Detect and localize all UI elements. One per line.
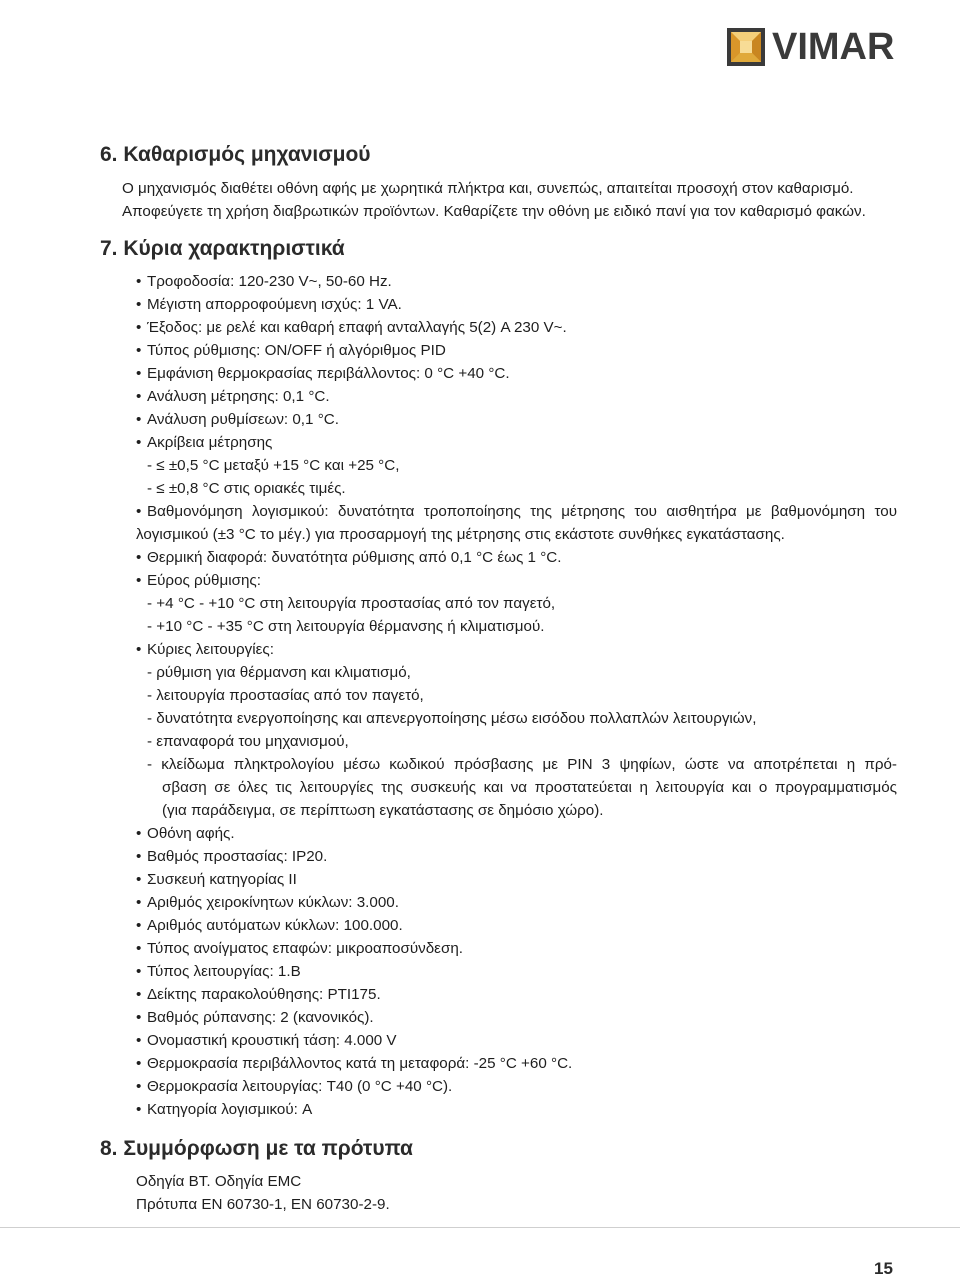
spec-calibration: • Βαθμονόμηση λογισμικού: δυνατότητα τροποποίησης της μέτρησης του αισθητήρα με βαθμονόμηση του (136, 502, 897, 522)
vimar-logo-icon (727, 28, 765, 66)
spec-setting-range: • Εύρος ρύθμισης: (136, 571, 261, 591)
spec-accuracy-sub: - ≤ ±0,8 °C στις οριακές τιμές. (147, 480, 346, 497)
spec-contact-opening: • Τύπος ανοίγματος επαφών: μικροαποσύνδεση. (136, 939, 463, 959)
section-8-title: 8. Συμμόρφωση με τα πρότυπα (100, 1137, 413, 1160)
spec-power-supply: • Τροφοδοσία: 120-230 V~, 50-60 Hz. (136, 272, 392, 292)
spec-tracking-index: • Δείκτης παρακολούθησης: PTI175. (136, 985, 381, 1005)
section-7-title: 7. Κύρια χαρακτηριστικά (100, 237, 345, 260)
spec-auto-cycles: • Αριθμός αυτόματων κύκλων: 100.000. (136, 916, 403, 936)
spec-main-functions: • Κύριες λειτουργίες: (136, 640, 274, 660)
spec-device-class: • Συσκευή κατηγορίας ΙΙ (136, 870, 297, 890)
spec-accuracy: • Ακρίβεια μέτρησης (136, 433, 272, 453)
spec-function-item-cont: σβαση σε όλες τις λειτουργίες της συσκευής και να προστατεύεται η λειτουργία και ο προγραμματισμός (162, 779, 897, 796)
spec-output: • Έξοδος: με ρελέ και καθαρή επαφή ανταλλαγής 5(2) A 230 V~. (136, 318, 567, 338)
section-6-title: 6. Καθαρισμός μηχανισμού (100, 143, 371, 166)
spec-regulation-type: • Τύπος ρύθμισης: ON/OFF ή αλγόριθμος PID (136, 341, 446, 361)
spec-pollution-degree: • Βαθμός ρύπανσης: 2 (κανονικός). (136, 1008, 374, 1028)
spec-manual-cycles: • Αριθμός χειροκίνητων κύκλων: 3.000. (136, 893, 399, 913)
spec-operating-temp: • Θερμοκρασία λειτουργίας: T40 (0 °C +40 °C). (136, 1077, 452, 1097)
spec-thermal-diff: • Θερμική διαφορά: δυνατότητα ρύθμισης από 0,1 °C έως 1 °C. (136, 548, 561, 568)
spec-function-item-cont: (για παράδειγμα, σε περίπτωση εγκατάστασης σε δημόσιο χώρο). (162, 802, 604, 819)
spec-function-item: - δυνατότητα ενεργοποίησης και απενεργοποίησης μέσω εισόδου πολλαπλών λειτουργιών, (147, 710, 757, 727)
section-6-line: Ο μηχανισμός διαθέτει οθόνη αφής με χωρητικά πλήκτρα και, συνεπώς, απαιτείται προσοχή στον καθαρισμό. (122, 180, 854, 197)
spec-impulse-voltage: • Ονομαστική κρουστική τάση: 4.000 V (136, 1031, 397, 1051)
spec-operation-type: • Τύπος λειτουργίας: 1.B (136, 962, 301, 982)
page-number: 15 (874, 1259, 893, 1278)
vimar-brand-text: VIMAR (772, 26, 895, 68)
spec-software-class: • Κατηγορία λογισμικού: A (136, 1100, 312, 1120)
spec-calibration-cont: λογισμικού (±3 °C το μέγ.) για προσαρμογή της μέτρησης στις εκάστοτε συνθήκες εγκατάστασης. (136, 526, 785, 543)
section-8-line: Οδηγία BT. Οδηγία EMC (136, 1173, 302, 1190)
spec-function-item: - ρύθμιση για θέρμανση και κλιματισμό, (147, 664, 411, 681)
spec-transport-temp: • Θερμοκρασία περιβάλλοντος κατά τη μεταφορά: -25 °C +60 °C. (136, 1054, 572, 1074)
section-8-line: Πρότυπα EN 60730-1, EN 60730-2-9. (136, 1196, 390, 1213)
spec-measure-resolution: • Ανάλυση μέτρησης: 0,1 °C. (136, 387, 330, 407)
spec-function-item: - λειτουργία προστασίας από τον παγετό, (147, 687, 424, 704)
spec-accuracy-sub: - ≤ ±0,5 °C μεταξύ +15 °C και +25 °C, (147, 457, 400, 474)
spec-setting-range-sub: - +4 °C - +10 °C στη λειτουργία προστασίας από τον παγετό, (147, 595, 556, 612)
section-6-line: Αποφεύγετε τη χρήση διαβρωτικών προϊόντων. Καθαρίζετε την οθόνη με ειδικό πανί για τον καθαρισμό φακών. (122, 203, 866, 220)
spec-touch-screen: • Οθόνη αφής. (136, 824, 235, 844)
spec-setting-resolution: • Ανάλυση ρυθμίσεων: 0,1 °C. (136, 410, 339, 430)
spec-max-power: • Μέγιστη απορροφούμενη ισχύς: 1 VA. (136, 295, 402, 315)
vimar-logo (727, 26, 894, 68)
spec-function-item: - επαναφορά του μηχανισμού, (147, 733, 349, 750)
spec-function-item: - κλείδωμα πληκτρολογίου μέσω κωδικού πρόσβασης με PIN 3 ψηφίων, ώστε να αποτρέπεται η πρό- (147, 756, 897, 773)
spec-temp-display: • Εμφάνιση θερμοκρασίας περιβάλλοντος: 0 °C +40 °C. (136, 364, 510, 384)
spec-setting-range-sub: - +10 °C - +35 °C στη λειτουργία θέρμανσης ή κλιματισμού. (147, 618, 545, 635)
spec-protection-degree: • Βαθμός προστασίας: IP20. (136, 847, 327, 867)
footer-divider (0, 1227, 960, 1228)
